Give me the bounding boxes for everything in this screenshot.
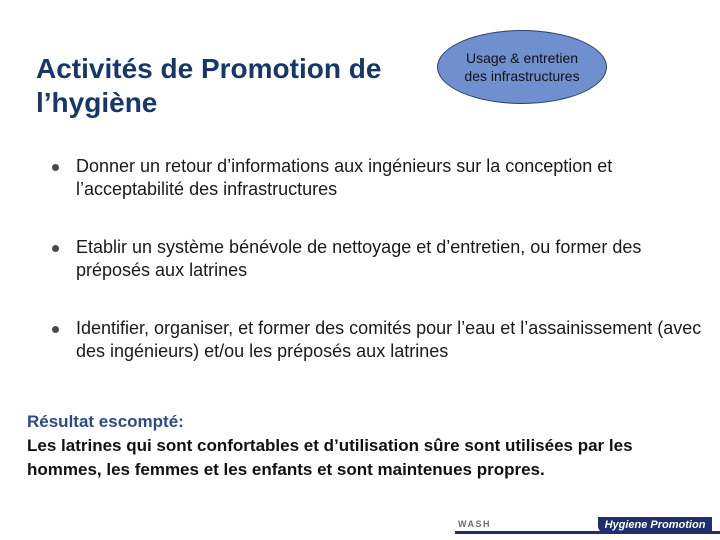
- activity-item: [52, 236, 712, 282]
- topic-badge: [437, 30, 607, 104]
- result-text: Les latrines qui sont confortables et d’utilisation sûre sont utilisées par les hommes, les femmes et les enfants et sont maintenues propres.: [27, 436, 633, 479]
- bullet-icon: [52, 164, 59, 171]
- activity-item: [52, 155, 712, 201]
- footer-wash-label: WASH: [458, 519, 491, 529]
- footer-program-label: Hygiene Promotion: [604, 519, 706, 531]
- result-heading: Résultat escompté:: [27, 412, 184, 431]
- activity-text: Donner un retour d’informations aux ingénieurs sur la conception et l’acceptabilité des infrastructures: [76, 156, 613, 199]
- activity-text: Etablir un système bénévole de nettoyage et d’entretien, ou former des préposés aux latrines: [76, 237, 642, 280]
- badge-line-2: des infrastructures: [464, 68, 580, 84]
- bullet-icon: [52, 326, 59, 333]
- activity-list: [52, 155, 712, 363]
- footer-program-tab: [598, 517, 712, 533]
- badge-line-1: Usage & entretien: [465, 50, 579, 66]
- activity-text: Identifier, organiser, et former des comités pour l’eau et l’assainissement (avec des ingénieurs) et/ou les préposés aux latrines: [76, 318, 702, 361]
- activity-item: [52, 317, 712, 363]
- expected-result: [27, 410, 697, 482]
- bullet-icon: [52, 245, 59, 252]
- slide-title: Activités de Promotion de l’hygiène: [36, 53, 382, 118]
